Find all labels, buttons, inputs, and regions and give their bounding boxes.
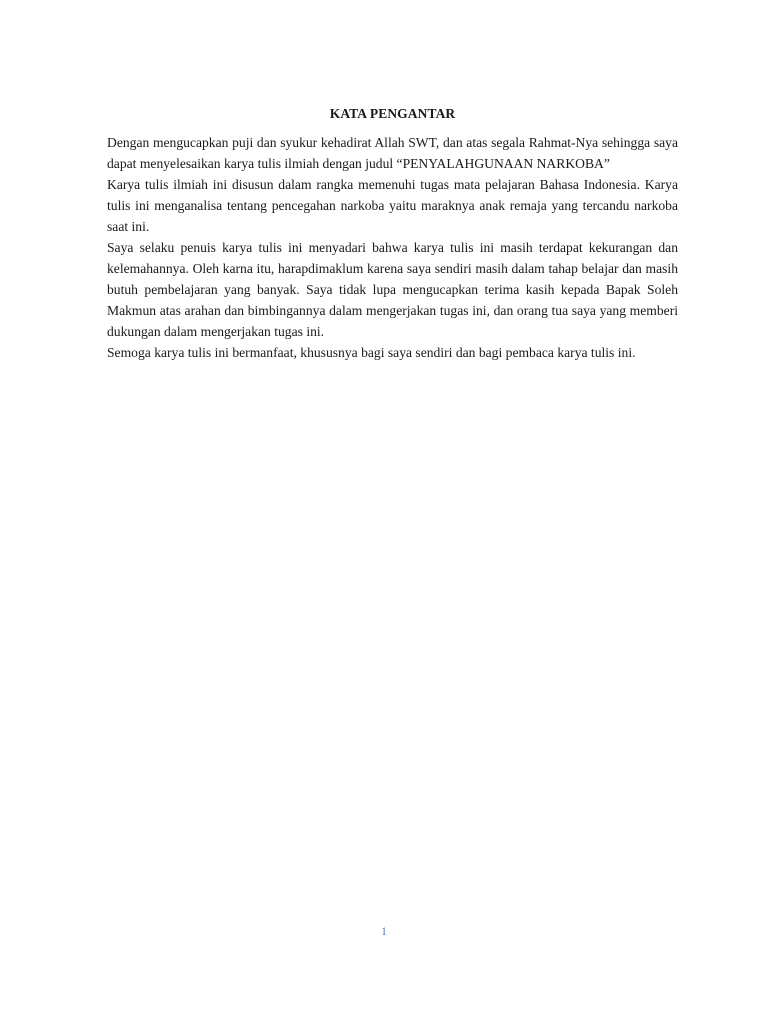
paragraph-acknowledgement: Saya selaku penuis karya tulis ini menyadari bahwa karya tulis ini masih terdapat kekurangan dan kelemahannya. Oleh karna itu, harapdimaklum karena saya sendiri masih dalam tahap belajar dan masih butuh pembelajaran yang banyak. Saya tidak lupa mengucapkan terima kasih kepada Bapak Soleh Makmun atas arahan dan bimbingannya dalam mengerjakan tugas ini, dan orang tua saya yang memberi dukungan dalam mengerjakan tugas ini. (107, 240, 678, 339)
paragraph-purpose: Karya tulis ilmiah ini disusun dalam rangka memenuhi tugas mata pelajaran Bahasa Indonesia. Karya tulis ini menganalisa tentang pencegahan narkoba yaitu maraknya anak remaja yang tercandu narkoba saat ini. (107, 177, 678, 234)
paragraph-opening: Dengan mengucapkan puji dan syukur kehadirat Allah SWT, dan atas segala Rahmat-Nya sehingga saya dapat menyelesaikan karya tulis ilmiah dengan judul “PENYALAHGUNAAN NARKOBA” (107, 135, 678, 171)
page-number: 1 (381, 924, 387, 938)
page-title: KATA PENGANTAR (329, 106, 456, 121)
paragraph-closing: Semoga karya tulis ini bermanfaat, khususnya bagi saya sendiri dan bagi pembaca karya tulis ini. (107, 345, 636, 360)
document-body (107, 104, 678, 363)
